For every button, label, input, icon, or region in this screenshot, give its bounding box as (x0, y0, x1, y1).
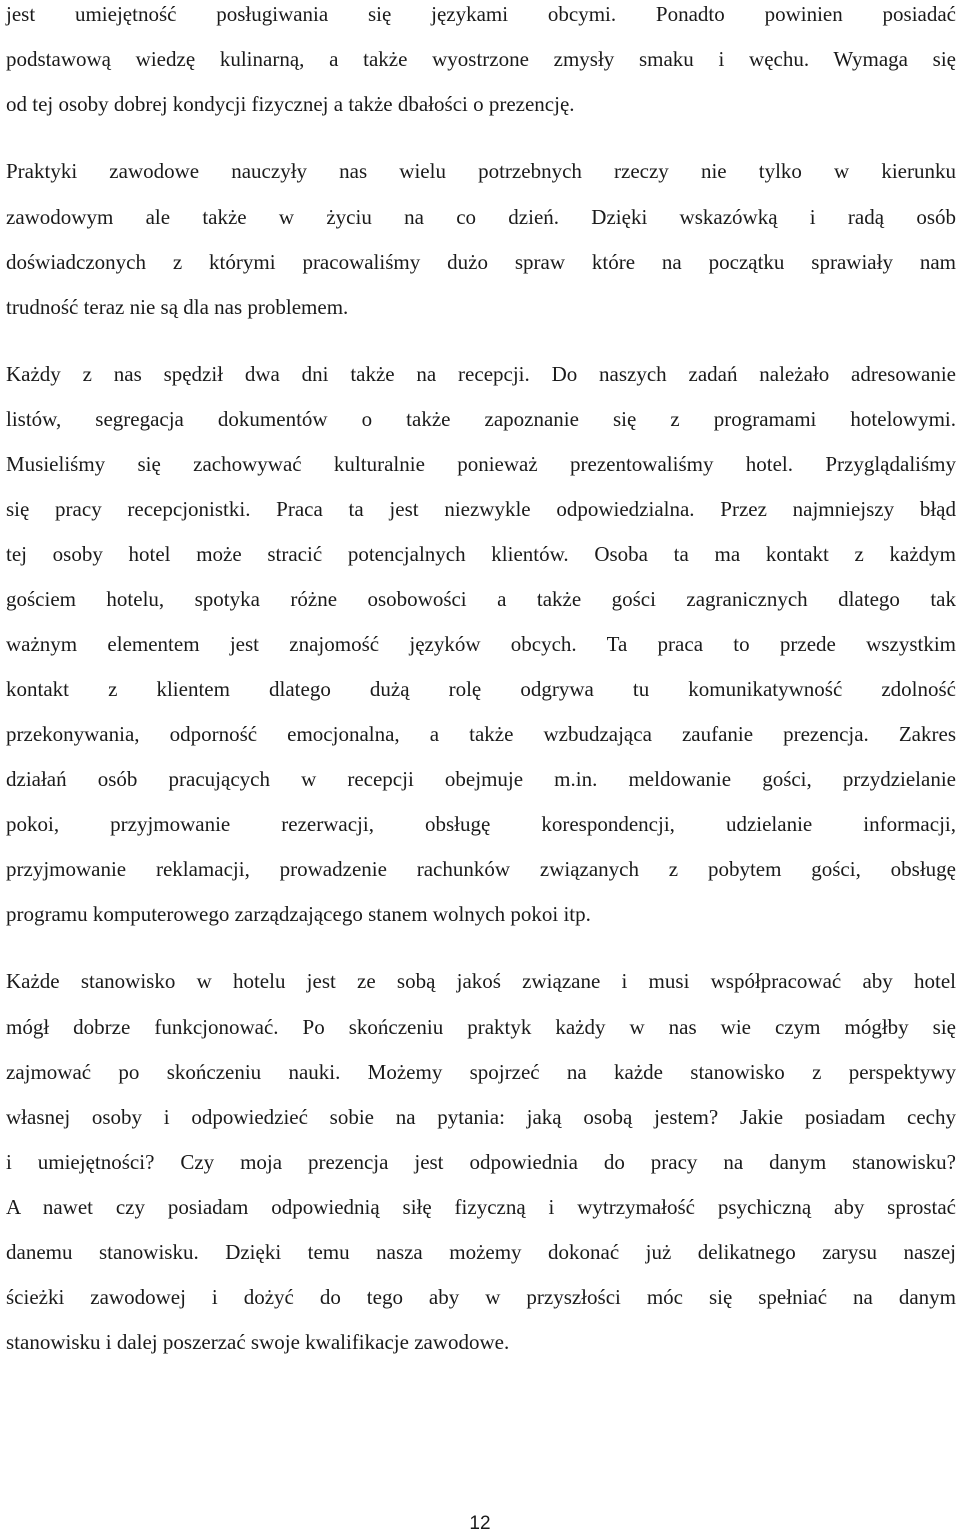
text-line: programu komputerowego zarządzającego stanem wolnych pokoi itp. (6, 902, 591, 926)
text-line: gościem hotelu, spotyka różne osobowości a także gości zagranicznych dlatego tak (6, 587, 956, 611)
text-line: własnej osoby i odpowiedzieć sobie na pytania: jaką osobą jestem? Jakie posiadam cechy (6, 1105, 956, 1129)
text-line: podstawową wiedzę kulinarną, a także wyostrzone zmysły smaku i węchu. Wymaga się (6, 47, 956, 71)
text-line: od tej osoby dobrej kondycji fizycznej a także dbałości o prezencję. (6, 92, 575, 116)
text-line: trudność teraz nie są dla nas problemem. (6, 295, 349, 319)
text-line: danemu stanowisku. Dzięki temu nasza możemy dokonać już delikatnego zarysu naszej (6, 1240, 956, 1264)
text-line: Każdy z nas spędził dwa dni także na recepcji. Do naszych zadań należało adresowanie (6, 362, 956, 386)
text-line: pokoi, przyjmowanie rezerwacji, obsługę korespondencji, udzielanie informacji, (6, 812, 956, 836)
text-line: jest umiejętność posługiwania się językami obcymi. Ponadto powinien posiadać (6, 2, 956, 26)
text-line: mógł dobrze funkcjonować. Po skończeniu praktyk każdy w nas wie czym mógłby się (6, 1015, 956, 1039)
text-line: stanowisku i dalej poszerzać swoje kwalifikacje zawodowe. (6, 1330, 510, 1354)
text-line: ważnym elementem jest znajomość języków obcych. Ta praca to przede wszystkim (6, 632, 956, 656)
page-number: 12 (469, 1513, 491, 1534)
text-line: Każde stanowisko w hotelu jest ze sobą jakoś związane i musi współpracować aby hotel (6, 969, 956, 993)
text-line: doświadczonych z którymi pracowaliśmy dużo spraw które na początku sprawiały nam (6, 250, 956, 274)
text-line: działań osób pracujących w recepcji obejmuje m.in. meldowanie gości, przydzielanie (6, 767, 956, 791)
text-line: Musieliśmy się zachowywać kulturalnie ponieważ prezentowaliśmy hotel. Przyglądaliśmy (6, 452, 956, 476)
text-line: przekonywania, odporność emocjonalna, a także wzbudzająca zaufanie prezencja. Zakres (6, 722, 956, 746)
text-line: tej osoby hotel może stracić potencjalnych klientów. Osoba ta ma kontakt z każdym (6, 542, 956, 566)
text-line: się pracy recepcjonistki. Praca ta jest niezwykle odpowiedzialna. Przez najmniejszy błąd (6, 497, 956, 521)
text-line: zajmować po skończeniu nauki. Możemy spojrzeć na każde stanowisko z perspektywy (6, 1060, 956, 1084)
text-line: Praktyki zawodowe nauczyły nas wielu potrzebnych rzeczy nie tylko w kierunku (6, 159, 956, 183)
text-line: kontakt z klientem dlatego dużą rolę odgrywa tu komunikatywność zdolność (6, 677, 956, 701)
text-line: listów, segregacja dokumentów o także zapoznanie się z programami hotelowymi. (6, 407, 956, 431)
text-line: A nawet czy posiadam odpowiednią siłę fizyczną i wytrzymałość psychiczną aby sprostać (6, 1195, 956, 1219)
text-line: ścieżki zawodowej i dożyć do tego aby w przyszłości móc się spełniać na danym (6, 1285, 956, 1309)
text-line: przyjmowanie reklamacji, prowadzenie rachunków związanych z pobytem gości, obsługę (6, 857, 956, 881)
text-line: zawodowym ale także w życiu na co dzień. Dzięki wskazówką i radą osób (6, 205, 956, 229)
text-line: i umiejętności? Czy moja prezencja jest odpowiednia do pracy na danym stanowisku? (6, 1150, 956, 1174)
